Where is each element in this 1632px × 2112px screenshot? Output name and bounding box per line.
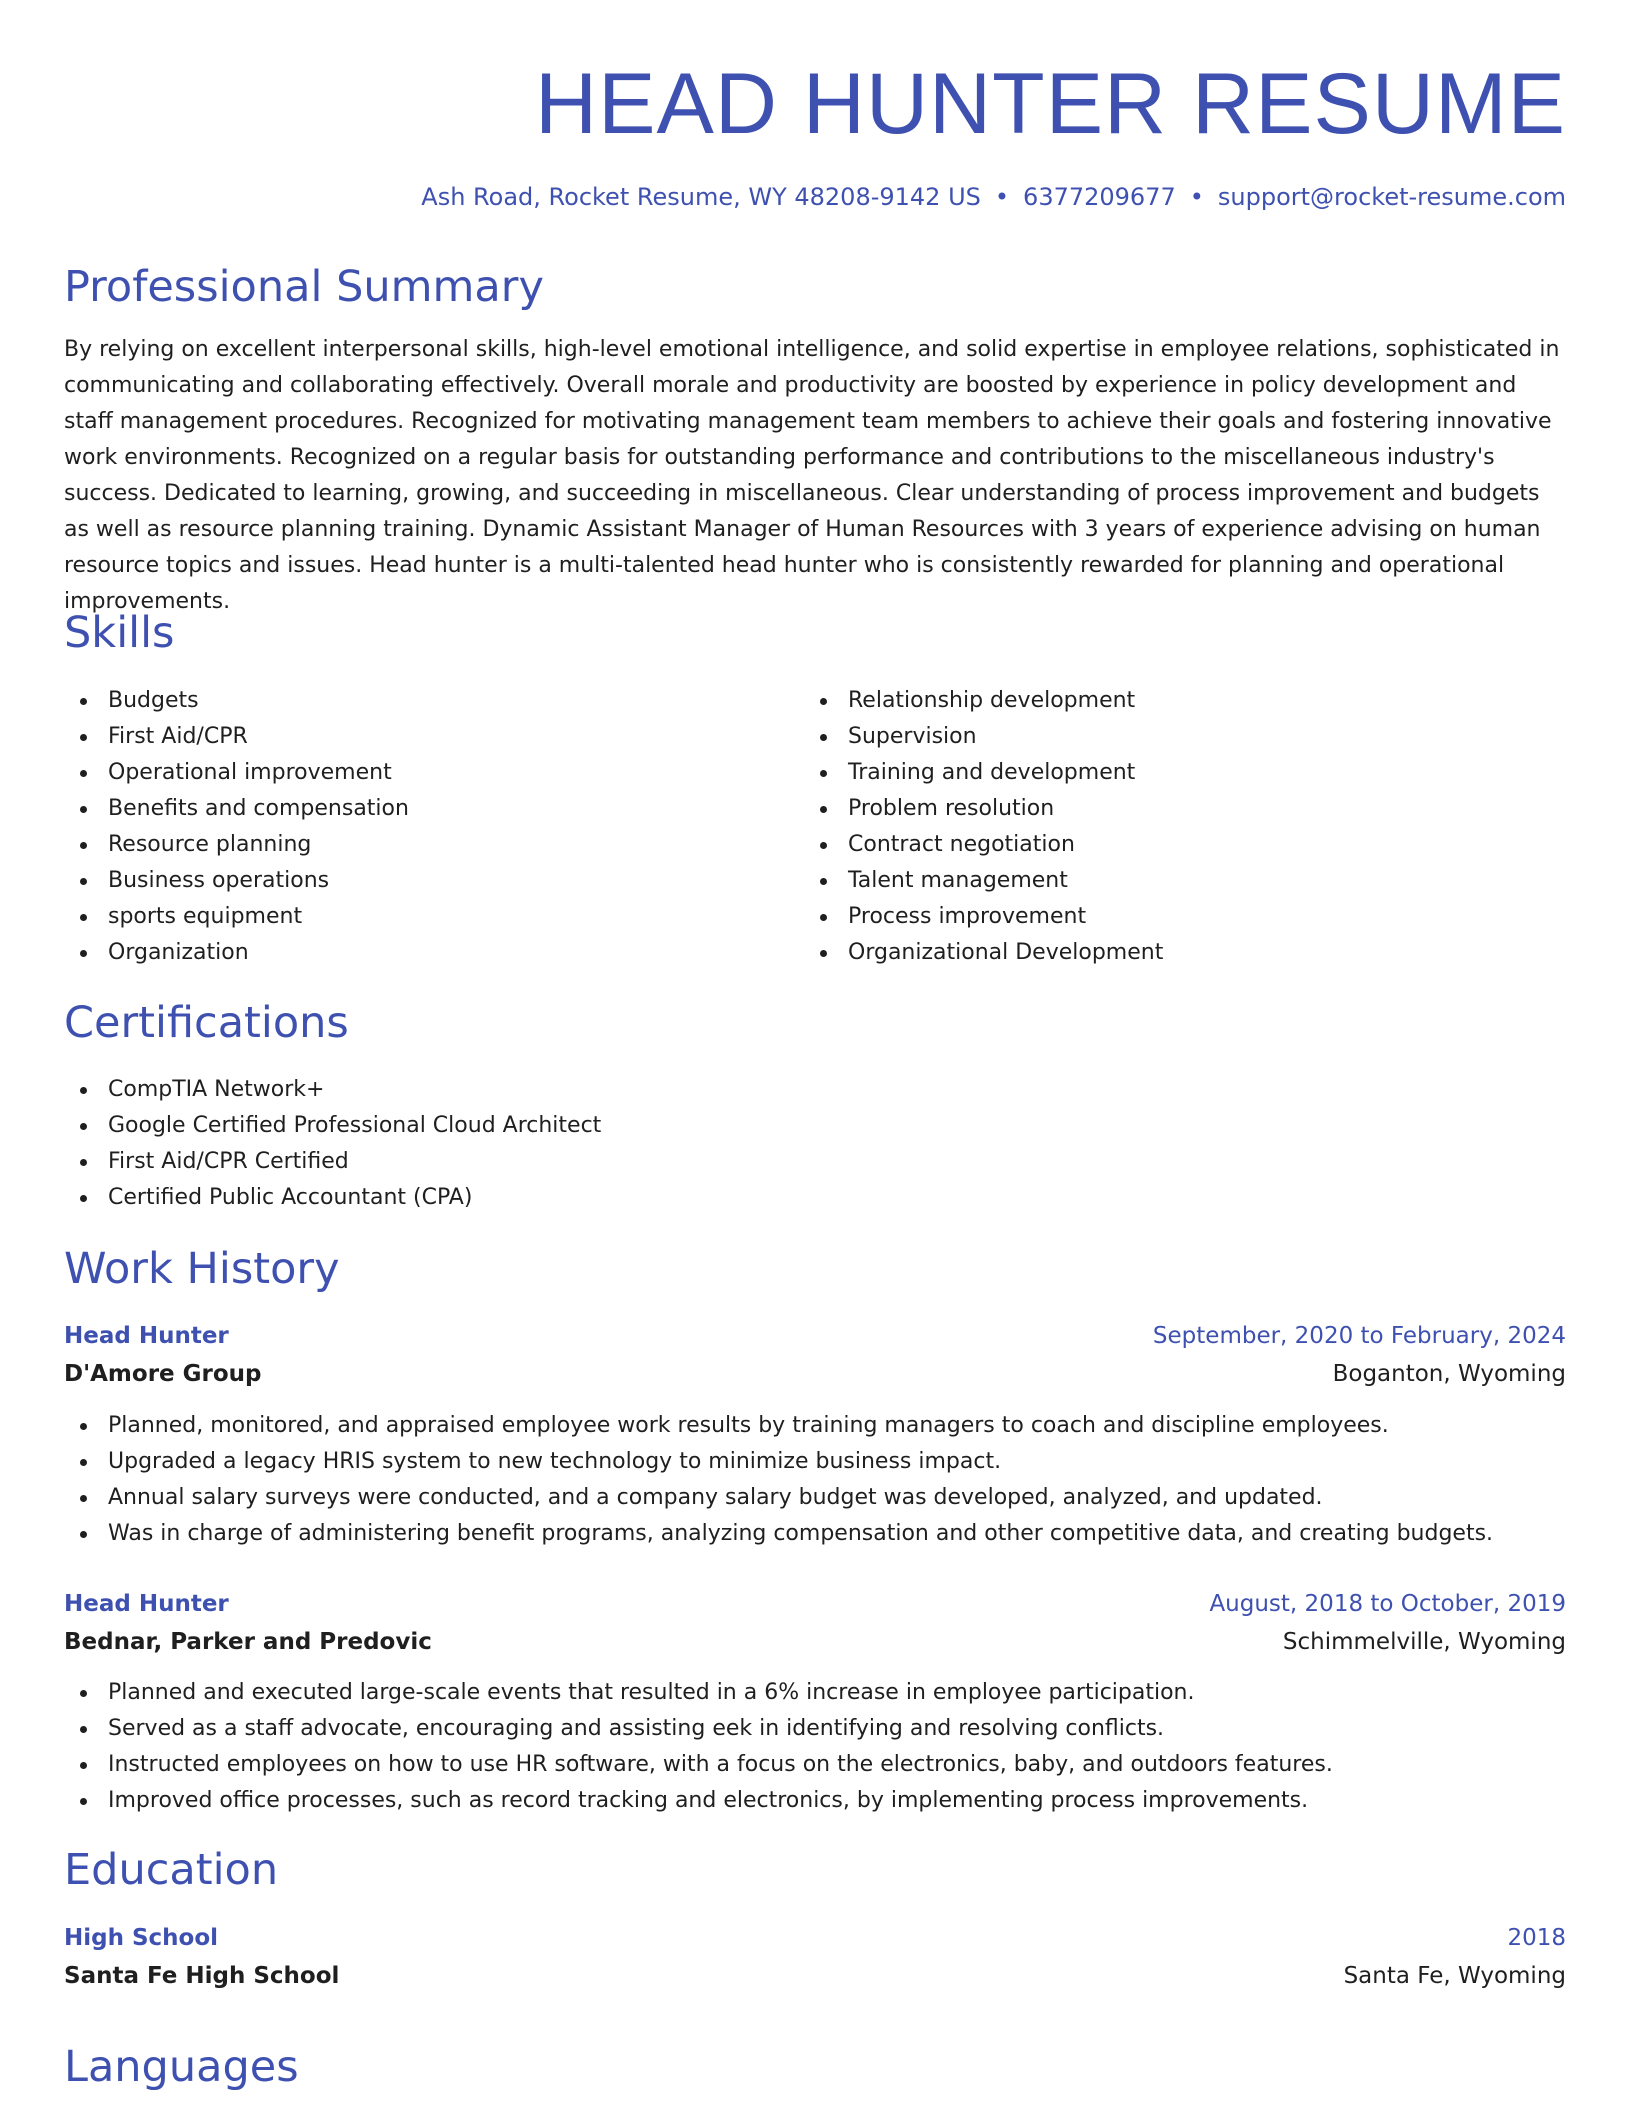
skills-list-left (64, 683, 409, 971)
job-location: Boganton, Wyoming (1332, 1361, 1566, 1387)
education-location: Santa Fe, Wyoming (1343, 1963, 1566, 1989)
skill-item: Supervision (804, 719, 1163, 755)
job-company-row (64, 1356, 1566, 1392)
certification-item: First Aid/CPR Certified (64, 1144, 601, 1180)
section-title-certifications: Certifications (64, 998, 349, 1048)
job-header (64, 1586, 1566, 1622)
job-bullet: Served as a staff advocate, encouraging and assisting eek in identifying and resolving conflicts. (64, 1711, 1333, 1747)
job-title: Head Hunter (64, 1323, 229, 1349)
job-company: D'Amore Group (64, 1361, 262, 1387)
section-title-work-history: Work History (64, 1244, 340, 1294)
certifications-list (64, 1072, 601, 1216)
education-header (64, 1920, 1566, 1956)
job-title: Head Hunter (64, 1591, 229, 1617)
education-school-row (64, 1958, 1566, 1994)
contact-separator: • (1189, 183, 1204, 211)
job-company-row (64, 1624, 1566, 1660)
skill-item: Problem resolution (804, 791, 1163, 827)
job-bullet: Improved office processes, such as record tracking and electronics, by implementing process improvements. (64, 1783, 1333, 1819)
skill-item: Budgets (64, 683, 409, 719)
section-title-education: Education (64, 1845, 279, 1895)
contact-email[interactable]: support@rocket-resume.com (1217, 183, 1566, 211)
skill-item: Contract negotiation (804, 827, 1163, 863)
education-degree: High School (64, 1925, 219, 1951)
skill-item: Talent management (804, 863, 1163, 899)
job-dates: September, 2020 to February, 2024 (1152, 1323, 1566, 1349)
skill-item: sports equipment (64, 899, 409, 935)
section-title-summary: Professional Summary (64, 262, 544, 312)
job-dates: August, 2018 to October, 2019 (1209, 1591, 1566, 1617)
job-bullet: Upgraded a legacy HRIS system to new technology to minimize business impact. (64, 1444, 1493, 1480)
contact-phone: 6377209677 (1023, 183, 1176, 211)
job-bullet: Planned and executed large-scale events that resulted in a 6% increase in employee participation. (64, 1675, 1333, 1711)
education-year: 2018 (1507, 1925, 1566, 1951)
skill-item: Organizational Development (804, 935, 1163, 971)
job-location: Schimmelville, Wyoming (1282, 1629, 1566, 1655)
skill-item: Operational improvement (64, 755, 409, 791)
job-bullet: Was in charge of administering benefit programs, analyzing compensation and other competitive data, and creating budgets. (64, 1516, 1493, 1552)
resume-title: HEAD HUNTER RESUME (535, 56, 1566, 152)
skill-item: Training and development (804, 755, 1163, 791)
job-bullets (64, 1408, 1493, 1552)
contact-address: Ash Road, Rocket Resume, WY 48208-9142 US (421, 183, 981, 211)
certification-item: CompTIA Network+ (64, 1072, 601, 1108)
certification-item: Google Certified Professional Cloud Architect (64, 1108, 601, 1144)
skill-item: Process improvement (804, 899, 1163, 935)
education-school: Santa Fe High School (64, 1963, 340, 1989)
skill-item: Relationship development (804, 683, 1163, 719)
section-title-skills: Skills (64, 608, 175, 658)
skill-item: Business operations (64, 863, 409, 899)
job-company: Bednar, Parker and Predovic (64, 1629, 432, 1655)
certification-item: Certified Public Accountant (CPA) (64, 1180, 601, 1216)
job-header (64, 1318, 1566, 1354)
job-bullet: Instructed employees on how to use HR software, with a focus on the electronics, baby, and outdoors features. (64, 1747, 1333, 1783)
contact-separator: • (994, 183, 1010, 211)
job-bullet: Annual salary surveys were conducted, and a company salary budget was developed, analyzed, and updated. (64, 1480, 1493, 1516)
summary-text: By relying on excellent interpersonal skills, high-level emotional intelligence, and solid expertise in employee relations, sophisticated in communicating and collaborating effectively. Overall morale and productivity are boosted by experience in policy development and staff management procedures. Recognized for motivating management team members to achieve their goals and fostering innovative work environments. Recognized on a regular basis for outstanding performance and contributions to the miscellaneous industry's success. Dedicated to learning, growing, and succeeding in miscellaneous. Clear understanding of process improvement and budgets as well as resource planning training. Dynamic Assistant Manager of Human Resources with 3 years of experience advising on human resource topics and issues. Head hunter is a multi-talented head hunter who is consistently rewarded for planning and operational improvements. (64, 337, 1560, 614)
contact-line (421, 180, 1566, 214)
job-bullets (64, 1675, 1333, 1819)
skill-item: First Aid/CPR (64, 719, 409, 755)
skill-item: Organization (64, 935, 409, 971)
skill-item: Resource planning (64, 827, 409, 863)
skills-list-right (804, 683, 1163, 971)
section-title-languages: Languages (64, 2042, 299, 2092)
skill-item: Benefits and compensation (64, 791, 409, 827)
job-bullet: Planned, monitored, and appraised employee work results by training managers to coach and discipline employees. (64, 1408, 1493, 1444)
